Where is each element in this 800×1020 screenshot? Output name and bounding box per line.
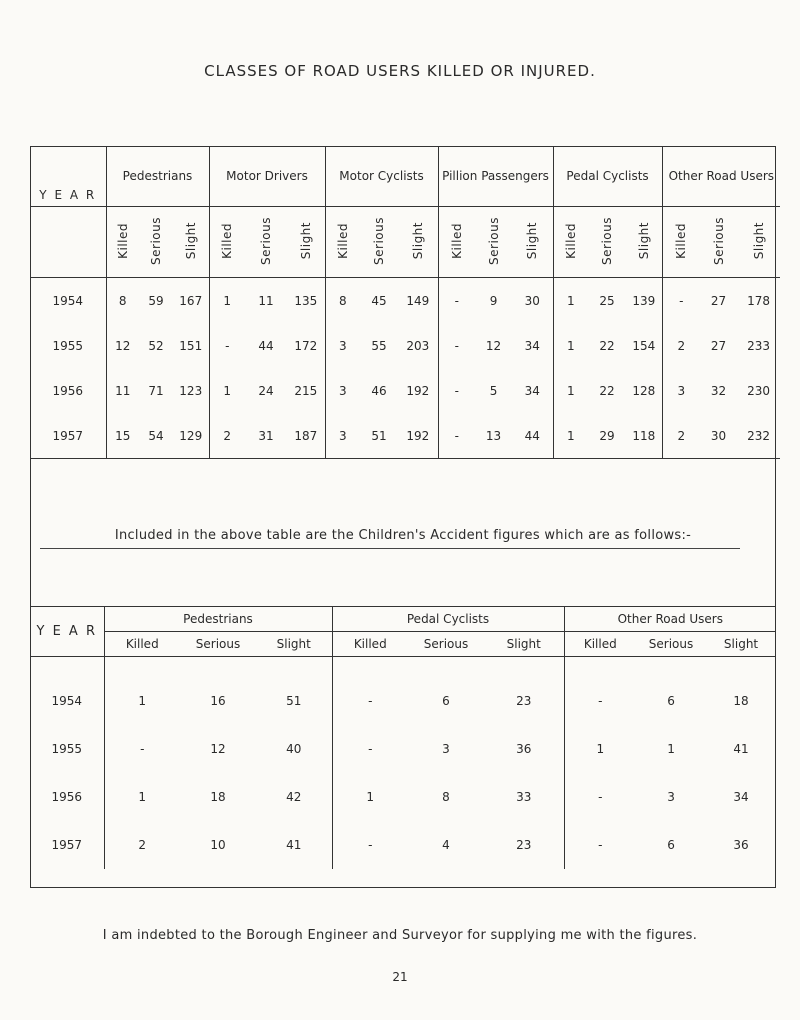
- subheader-label: Slight: [256, 632, 332, 657]
- year-cell: 1954: [52, 293, 84, 308]
- value-cell: 36: [733, 838, 749, 852]
- subheader-label: Killed: [564, 632, 636, 657]
- value-cell: 23: [516, 838, 532, 852]
- value-cell: 3: [325, 368, 360, 413]
- year-cell: 1954: [51, 694, 83, 708]
- subheader-label: Killed: [449, 222, 464, 259]
- value-cell: 1: [553, 368, 588, 413]
- value-cell: 15: [106, 413, 139, 459]
- table-row: [30, 278, 780, 324]
- value-cell: 16: [210, 694, 226, 708]
- value-cell: 178: [747, 293, 771, 308]
- value-cell: 27: [710, 338, 727, 353]
- subheader-label: Serious: [149, 216, 163, 265]
- value-cell: 2: [662, 413, 700, 459]
- subheader-label: Slight: [706, 632, 776, 657]
- value-cell: 44: [512, 413, 553, 459]
- value-cell: 54: [139, 413, 173, 459]
- subheader-cell: [512, 207, 553, 278]
- subheader-label: Serious: [408, 632, 484, 657]
- value-cell: 187: [287, 413, 325, 459]
- value-cell: 55: [371, 338, 387, 353]
- children-subheader-row: [30, 632, 776, 657]
- table-row: [30, 821, 776, 869]
- table-row: [30, 725, 776, 773]
- value-cell: 40: [286, 742, 302, 756]
- value-cell: 3: [325, 323, 360, 368]
- table-header-row: [30, 146, 780, 207]
- subheader-cell: [700, 207, 737, 278]
- group-header: Pedestrians: [106, 146, 209, 207]
- subheader-label: Killed: [220, 222, 235, 259]
- value-cell: 129: [173, 413, 209, 459]
- subheader-cell: [438, 207, 475, 278]
- group-header: Pillion Passengers: [438, 146, 553, 207]
- value-cell: 6: [442, 694, 450, 708]
- group-header: Motor Cyclists: [325, 146, 438, 207]
- value-cell: 3: [325, 413, 360, 459]
- subheader-cell: [553, 207, 588, 278]
- subheader-label: Killed: [674, 222, 689, 259]
- subheader-label: Slight: [636, 221, 651, 260]
- value-cell: 192: [406, 383, 430, 398]
- subheader-cell: [173, 207, 209, 278]
- value-cell: 8: [442, 790, 450, 804]
- subheader-label: Serious: [180, 632, 256, 657]
- subheader-cell: [360, 207, 398, 278]
- value-cell: 1: [553, 323, 588, 368]
- value-cell: 203: [406, 338, 430, 353]
- value-cell: -: [438, 413, 475, 459]
- value-cell: 135: [294, 293, 318, 308]
- value-cell: 12: [485, 338, 502, 353]
- value-cell: 30: [700, 413, 737, 459]
- value-cell: 44: [258, 338, 274, 353]
- subheader-cell: [209, 207, 245, 278]
- year-cell: 1957: [51, 838, 83, 852]
- value-cell: 45: [371, 293, 387, 308]
- subheader-cell: [662, 207, 700, 278]
- subheader-label: Killed: [563, 222, 578, 259]
- value-cell: 1: [104, 677, 180, 725]
- group-header: Other Road Users: [662, 146, 780, 207]
- value-cell: 2: [209, 413, 245, 459]
- subheader-label: Killed: [115, 222, 130, 259]
- subheader-label: Serious: [636, 632, 706, 657]
- value-cell: 24: [258, 383, 274, 398]
- value-cell: 33: [516, 790, 532, 804]
- table-row: [30, 677, 776, 725]
- value-cell: 51: [360, 413, 398, 459]
- value-cell: -: [662, 278, 700, 324]
- value-cell: 32: [710, 383, 727, 398]
- year-cell: 1956: [52, 383, 84, 398]
- value-cell: -: [332, 821, 408, 869]
- value-cell: -: [564, 677, 636, 725]
- subheader-cell: [588, 207, 626, 278]
- value-cell: 172: [294, 338, 318, 353]
- subheader-label: Slight: [525, 221, 540, 260]
- group-header: Pedal Cyclists: [332, 607, 564, 632]
- value-cell: 52: [148, 338, 164, 353]
- table-row: [30, 413, 780, 459]
- value-cell: 123: [179, 383, 203, 398]
- value-cell: 6: [667, 694, 675, 708]
- value-cell: 22: [599, 383, 615, 398]
- value-cell: 167: [179, 293, 203, 308]
- value-cell: 46: [371, 383, 387, 398]
- value-cell: 27: [710, 293, 727, 308]
- value-cell: 154: [632, 338, 656, 353]
- value-cell: 25: [599, 293, 615, 308]
- value-cell: 42: [286, 790, 302, 804]
- children-header-row: [30, 607, 776, 632]
- value-cell: 1: [564, 725, 636, 773]
- value-cell: -: [438, 323, 475, 368]
- value-cell: 8: [106, 278, 139, 324]
- page-title: CLASSES OF ROAD USERS KILLED OR INJURED.: [204, 62, 596, 80]
- value-cell: 34: [524, 383, 540, 398]
- value-cell: 59: [148, 293, 164, 308]
- value-cell: -: [104, 725, 180, 773]
- subheader-label: Serious: [372, 216, 387, 265]
- value-cell: 4: [442, 838, 450, 852]
- value-cell: 1: [332, 773, 408, 821]
- value-cell: 215: [294, 383, 318, 398]
- subheader-label: Slight: [410, 221, 425, 260]
- value-cell: 36: [516, 742, 532, 756]
- subheader-label: Serious: [711, 216, 726, 265]
- value-cell: 22: [599, 338, 615, 353]
- value-cell: 29: [588, 413, 626, 459]
- group-header: Other Road Users: [564, 607, 776, 632]
- value-cell: 11: [106, 368, 139, 413]
- year-header: Y E A R: [30, 146, 106, 207]
- value-cell: 8: [325, 278, 360, 324]
- value-cell: 139: [632, 293, 656, 308]
- value-cell: 1: [667, 742, 675, 756]
- value-cell: 34: [524, 338, 540, 353]
- value-cell: 1: [209, 278, 245, 324]
- value-cell: 18: [210, 790, 226, 804]
- value-cell: 51: [286, 694, 302, 708]
- value-cell: 12: [210, 742, 226, 756]
- table-row: [30, 323, 780, 368]
- value-cell: 3: [667, 790, 675, 804]
- value-cell: 11: [258, 293, 274, 308]
- subheader-label: Serious: [486, 216, 501, 265]
- year-header: Y E A R: [30, 607, 104, 657]
- value-cell: 2: [662, 323, 700, 368]
- value-cell: 230: [747, 383, 771, 398]
- value-cell: 128: [632, 383, 656, 398]
- value-cell: 12: [106, 323, 139, 368]
- year-cell: 1955: [51, 742, 83, 756]
- note-underline: [40, 548, 740, 549]
- value-cell: 41: [733, 742, 749, 756]
- value-cell: 118: [626, 413, 662, 459]
- table-row: [30, 773, 776, 821]
- subheader-cell: [325, 207, 360, 278]
- value-cell: 18: [733, 694, 749, 708]
- page-number: 21: [392, 970, 408, 984]
- subheader-label: Killed: [104, 632, 180, 657]
- subheader-label: Slight: [183, 221, 198, 260]
- value-cell: 31: [245, 413, 287, 459]
- subheader-label: Serious: [259, 216, 273, 265]
- subheader-cell: [287, 207, 325, 278]
- value-cell: 232: [737, 413, 780, 459]
- value-cell: 151: [179, 338, 203, 353]
- value-cell: -: [564, 773, 636, 821]
- value-cell: -: [564, 821, 636, 869]
- value-cell: 13: [475, 413, 512, 459]
- value-cell: 10: [210, 838, 226, 852]
- subheader-label: Slight: [484, 632, 564, 657]
- value-cell: 1: [553, 278, 588, 324]
- subheader-cell: [245, 207, 287, 278]
- group-header: Motor Drivers: [209, 146, 325, 207]
- value-cell: 1: [104, 773, 180, 821]
- subheader-cell: [626, 207, 662, 278]
- subheader-cell: [475, 207, 512, 278]
- footer-acknowledgement: I am indebted to the Borough Engineer and Surveyor for supplying me with the figures.: [102, 928, 698, 943]
- year-cell: 1955: [52, 338, 84, 353]
- value-cell: 71: [148, 383, 164, 398]
- year-cell: 1957: [30, 413, 106, 459]
- value-cell: 9: [489, 293, 498, 308]
- value-cell: 41: [286, 838, 302, 852]
- subheader-row: [30, 207, 780, 278]
- value-cell: 233: [747, 338, 771, 353]
- children-note: Included in the above table are the Children's Accident figures which are as follows:-: [114, 528, 692, 543]
- subheader-cell: [398, 207, 438, 278]
- value-cell: 34: [733, 790, 749, 804]
- road-users-table: [30, 146, 780, 459]
- value-cell: -: [332, 725, 408, 773]
- group-header: Pedestrians: [104, 607, 332, 632]
- value-cell: 23: [516, 694, 532, 708]
- children-table: [30, 606, 776, 869]
- group-header: Pedal Cyclists: [553, 146, 662, 207]
- subheader-label: Killed: [332, 632, 408, 657]
- value-cell: -: [438, 278, 475, 324]
- subheader-label: Serious: [600, 216, 615, 265]
- value-cell: 3: [662, 368, 700, 413]
- subheader-cell: [106, 207, 139, 278]
- table-row: [30, 368, 780, 413]
- value-cell: 1: [209, 368, 245, 413]
- value-cell: 192: [398, 413, 438, 459]
- subheader-cell: [139, 207, 173, 278]
- value-cell: -: [332, 677, 408, 725]
- value-cell: 30: [524, 293, 540, 308]
- value-cell: 1: [553, 413, 588, 459]
- year-cell: 1956: [51, 790, 83, 804]
- value-cell: 2: [104, 821, 180, 869]
- value-cell: 6: [667, 838, 675, 852]
- value-cell: -: [209, 323, 245, 368]
- subheader-cell: [737, 207, 780, 278]
- value-cell: 149: [406, 293, 430, 308]
- value-cell: 3: [442, 742, 450, 756]
- value-cell: 5: [489, 383, 498, 398]
- subheader-label: Slight: [298, 221, 313, 260]
- value-cell: -: [438, 368, 475, 413]
- subheader-label: Killed: [335, 222, 350, 259]
- subheader-label: Slight: [751, 221, 766, 260]
